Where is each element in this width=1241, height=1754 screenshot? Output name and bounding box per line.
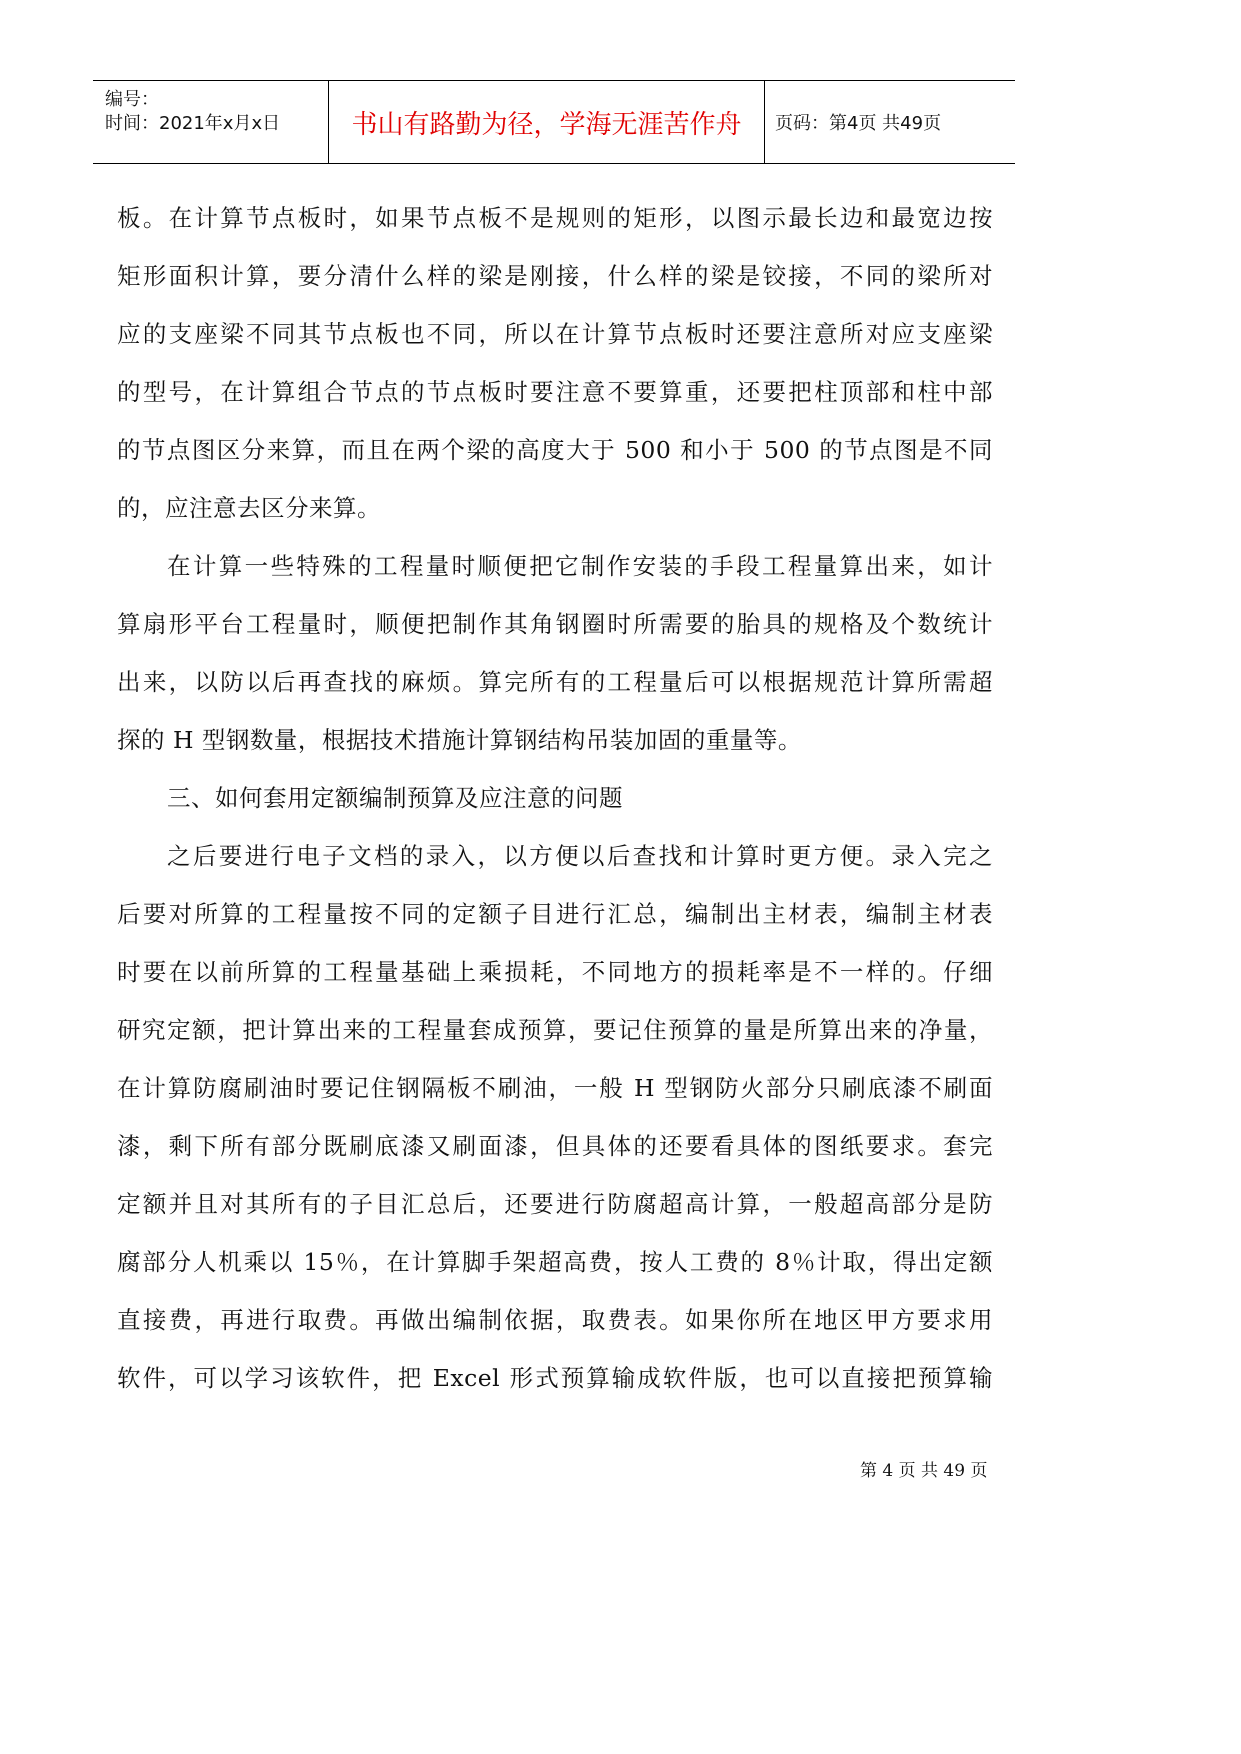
body-line: 算扇形平台工程量时，顺便把制作其角钢圈时所需要的胎具的规格及个数统计 (117, 610, 993, 638)
page-header (93, 80, 1015, 164)
body-line: 板。在计算节点板时，如果节点板不是规则的矩形，以图示最长边和最宽边按 (117, 204, 993, 232)
document-number-label: 编号： (105, 89, 159, 110)
body-line: 研究定额，把计算出来的工程量套成预算，要记住预算的量是所算出来的净量， (117, 1016, 993, 1044)
header-page-info: 页码：第4页 共49页 (775, 113, 942, 134)
section-heading: 三、如何套用定额编制预算及应注意的问题 (167, 784, 623, 812)
body-line: 时要在以前所算的工程量基础上乘损耗，不同地方的损耗率是不一样的。仔细 (117, 958, 993, 986)
body-line: 软件，可以学习该软件，把 Excel 形式预算输成软件版，也可以直接把预算输 (117, 1364, 993, 1392)
body-line: 后要对所算的工程量按不同的定额子目进行汇总，编制出主材表，编制主材表 (117, 900, 993, 928)
body-line: 直接费，再进行取费。再做出编制依据，取费表。如果你所在地区甲方要求用 (117, 1306, 993, 1334)
body-line: 出来，以防以后再查找的麻烦。算完所有的工程量后可以根据规范计算所需超 (117, 668, 993, 696)
body-line: 的，应注意去区分来算。 (117, 494, 381, 522)
body-line: 在计算一些特殊的工程量时顺便把它制作安装的手段工程量算出来，如计 (167, 552, 993, 580)
document-time-label: 时间：2021年x月x日 (105, 113, 281, 134)
body-line: 腐部分人机乘以 15％，在计算脚手架超高费，按人工费的 8％计取，得出定额 (117, 1248, 993, 1276)
body-line: 的节点图区分来算，而且在两个梁的高度大于 500 和小于 500 的节点图是不同 (117, 436, 993, 464)
body-line: 的型号，在计算组合节点的节点板时要注意不要算重，还要把柱顶部和柱中部 (117, 378, 993, 406)
body-line: 定额并且对其所有的子目汇总后，还要进行防腐超高计算，一般超高部分是防 (117, 1190, 993, 1218)
body-line: 之后要进行电子文档的录入，以方便以后查找和计算时更方便。录入完之 (167, 842, 993, 870)
body-line: 应的支座梁不同其节点板也不同，所以在计算节点板时还要注意所对应支座梁 (117, 320, 993, 348)
body-line: 在计算防腐刷油时要记住钢隔板不刷油，一般 H 型钢防火部分只刷底漆不刷面 (117, 1074, 993, 1102)
body-line: 矩形面积计算，要分清什么样的梁是刚接，什么样的梁是铰接，不同的梁所对 (117, 262, 993, 290)
body-line: 探的 H 型钢数量，根据技术措施计算钢结构吊装加固的重量等。 (117, 726, 802, 754)
body-line: 漆，剩下所有部分既刷底漆又刷面漆，但具体的还要看具体的图纸要求。套完 (117, 1132, 993, 1160)
page-footer: 第 4 页 共 49 页 (860, 1461, 988, 1481)
header-motto: 书山有路勤为径，学海无涯苦作舟 (328, 81, 765, 163)
header-meta (93, 81, 328, 163)
